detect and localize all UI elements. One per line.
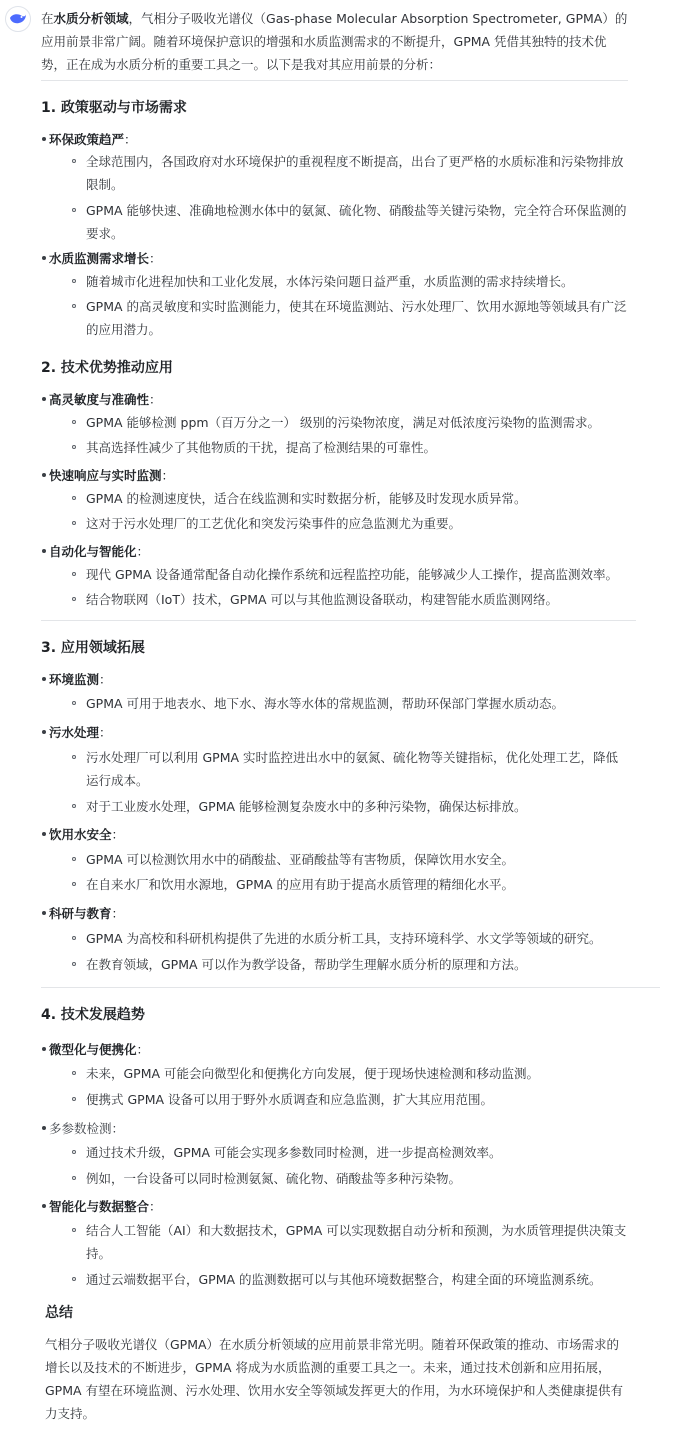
list-item: 通过云端数据平台，GPMA 的监测数据可以与其他环境数据整合，构建全面的环境监测系统。: [86, 1268, 661, 1291]
bullet-label: 环保政策趋严：: [49, 132, 137, 147]
bullet-label: 水质监测需求增长：: [49, 251, 162, 266]
bullet-label: 微型化与便携化：: [49, 1042, 150, 1057]
intro-text: 在: [41, 11, 54, 26]
bullet-label: 自动化与智能化：: [49, 544, 150, 559]
list-item: 未来，GPMA 可能会向微型化和便携化方向发展，便于现场快速检测和移动监测。: [86, 1062, 661, 1085]
divider: [41, 80, 628, 81]
bullet-label: 饮用水安全：: [49, 827, 125, 842]
bullet-label: 环境监测：: [49, 672, 112, 687]
summary-heading: 总结: [45, 1305, 73, 1321]
list-item: 对于工业废水处理，GPMA 能够检测复杂废水中的多种污染物，确保达标排放。: [86, 795, 661, 818]
list-item: 在自来水厂和饮用水源地，GPMA 的应用有助于提高水质管理的精细化水平。: [86, 873, 661, 896]
intro-paragraph: [41, 7, 641, 76]
list-item: 随着城市化进程加快和工业化发展，水体污染问题日益严重，水质监测的需求持续增长。: [86, 270, 661, 293]
list-item: GPMA 能够快速、准确地检测水体中的氨氮、硫化物、硝酸盐等关键污染物，完全符合环保监测的 要求。: [86, 199, 661, 245]
list-item: GPMA 为高校和科研机构提供了先进的水质分析工具，支持环境科学、水文学等领域的研究。: [86, 927, 661, 950]
divider: [41, 987, 660, 988]
bullet-label: 科研与教育：: [49, 906, 125, 921]
intro-bold: 水质分析领域: [53, 11, 129, 26]
list-item: 其高选择性减少了其他物质的干扰，提高了检测结果的可靠性。: [86, 436, 661, 459]
list-item: 例如，一台设备可以同时检测氨氮、硫化物、硝酸盐等多种污染物。: [86, 1167, 661, 1190]
section-heading-1: 1. 政策驱动与市场需求: [41, 100, 187, 116]
list-item: GPMA 可用于地表水、地下水、海水等水体的常规监测，帮助环保部门掌握水质动态。: [86, 692, 661, 715]
list-item: GPMA 能够检测 ppm（百万分之一） 级别的污染物浓度，满足对低浓度污染物的监测需求。: [86, 411, 661, 434]
bullet-label: 高灵敏度与准确性：: [49, 392, 162, 407]
divider: [41, 620, 636, 621]
list-item: 现代 GPMA 设备通常配备自动化操作系统和远程监控功能，能够减少人工操作，提高监测效率。: [86, 563, 661, 586]
intro-text: ，气相分子吸收光谱仪（Gas-phase Molecular Absorption Spectrometer, GPMA）的: [128, 11, 628, 26]
list-item: GPMA 的检测速度快，适合在线监测和实时数据分析，能够及时发现水质异常。: [86, 487, 661, 510]
section-heading-4: 4. 技术发展趋势: [41, 1007, 145, 1023]
list-item: 这对于污水处理厂的工艺优化和突发污染事件的应急监测尤为重要。: [86, 512, 661, 535]
bullet-label: 快速响应与实时监测：: [49, 468, 175, 483]
list-item: 在教育领域，GPMA 可以作为教学设备，帮助学生理解水质分析的原理和方法。: [86, 953, 661, 976]
summary-line: GPMA 有望在环境监测、污水处理、饮用水安全等领域发挥更大的作用，为水环境保护和人类健康提供有: [45, 1383, 624, 1398]
list-item: 全球范围内，各国政府对水环境保护的重视程度不断提高，出台了更严格的水质标准和污染物排放 限制。: [86, 150, 661, 196]
summary-line: 增长以及技术的不断进步，GPMA 将成为水质监测的重要工具之一。未来，通过技术创新和应用拓展，: [45, 1360, 611, 1375]
list-item: 结合人工智能（AI）和大数据技术，GPMA 可以实现数据自动分析和预测，为水质管理提供决策支 持。: [86, 1219, 661, 1265]
section-heading-3: 3. 应用领域拓展: [41, 640, 145, 656]
list-item: 污水处理厂可以利用 GPMA 实时监控进出水中的氨氮、硫化物等关键指标，优化处理工艺，降低 运行成本。: [86, 746, 661, 792]
summary-paragraph: [45, 1333, 645, 1425]
whale-logo-icon: [9, 12, 27, 26]
assistant-avatar: [5, 6, 31, 32]
list-item: 结合物联网（IoT）技术，GPMA 可以与其他监测设备联动，构建智能水质监测网络。: [86, 588, 661, 611]
summary-line: 力支持。: [45, 1406, 96, 1421]
list-item: 便携式 GPMA 设备可以用于野外水质调查和应急监测，扩大其应用范围。: [86, 1088, 661, 1111]
bullet-label: 多参数检测：: [49, 1121, 125, 1136]
list-item: 通过技术升级，GPMA 可能会实现多参数同时检测，进一步提高检测效率。: [86, 1141, 661, 1164]
list-item: GPMA 的高灵敏度和实时监测能力，使其在环境监测站、污水处理厂、饮用水源地等领域具有广泛 的应用潜力。: [86, 295, 661, 341]
intro-line: 应用前景非常广阔。随着环境保护意识的增强和水质监测需求的不断提升，GPMA 凭借其独特的技术优: [41, 34, 607, 49]
bullet-label: 智能化与数据整合：: [49, 1199, 162, 1214]
list-item: GPMA 可以检测饮用水中的硝酸盐、亚硝酸盐等有害物质，保障饮用水安全。: [86, 848, 661, 871]
summary-line: 气相分子吸收光谱仪（GPMA）在水质分析领域的应用前景非常光明。随着环保政策的推动、市场需求的: [45, 1337, 620, 1352]
section-heading-2: 2. 技术优势推动应用: [41, 360, 173, 376]
bullet-label: 污水处理：: [49, 725, 112, 740]
intro-line: 势，正在成为水质分析的重要工具之一。以下是我对其应用前景的分析：: [41, 57, 442, 72]
